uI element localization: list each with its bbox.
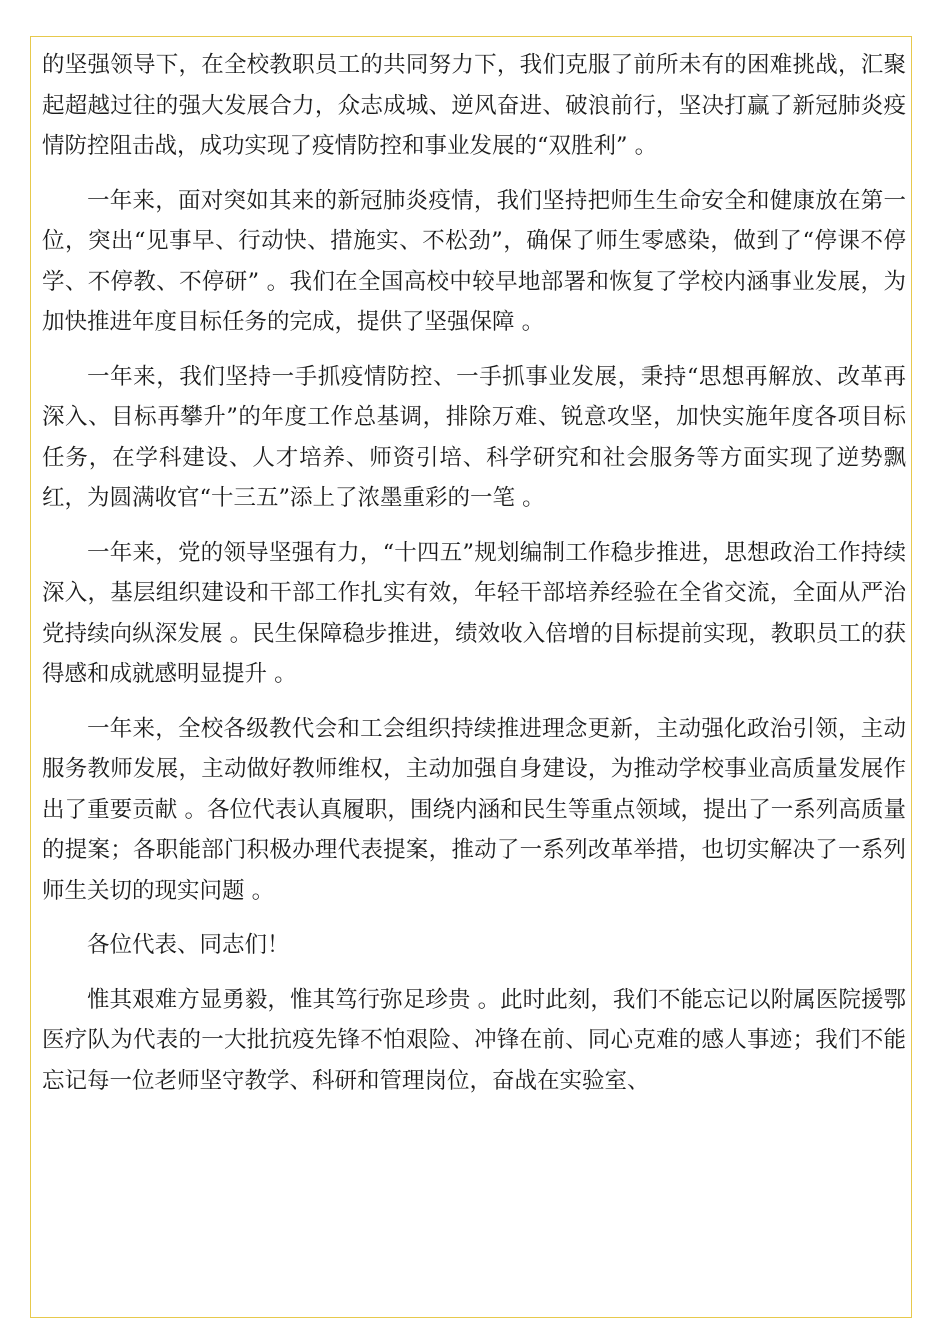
paragraph-6: 各位代表、同志们！ [87, 932, 290, 958]
document-body [42, 45, 906, 1115]
paragraph-2: 一年来，面对突如其来的新冠肺炎疫情，我们坚持把师生生命安全和健康放在第一位，突出“见事早、行动快、措施实、不松劲”，确保了师生零感染，做到了“停课不停学、不停教、不停研” 。我们在全国高校中较早地部署和恢复了学校内涵事业发展，为加快推进年度目标任务的完成，提供了坚强保障 。 [42, 187, 906, 335]
paragraph-5: 一年来，全校各级教代会和工会组织持续推进理念更新，主动强化政治引领，主动服务教师发展，主动做好教师维权，主动加强自身建设，为推动学校事业高质量发展作出了重要贡献 。各位代表认真履职，围绕内涵和民生等重点领域，提出了一系列高质量的提案；各职能部门积极办理代表提案，推动了一系列改革举措，也切实解决了一系列师生关切的现实问题 。 [42, 715, 906, 904]
paragraph-4: 一年来，党的领导坚强有力，“十四五”规划编制工作稳步推进，思想政治工作持续深入，基层组织建设和干部工作扎实有效，年轻干部培养经验在全省交流，全面从严治党持续向纵深发展 。民生保障稳步推进，绩效收入倍增的目标提前实现，教职员工的获得感和成就感明显提升 。 [42, 539, 906, 687]
paragraph-3: 一年来，我们坚持一手抓疫情防控、一手抓事业发展，秉持“思想再解放、改革再深入、目标再攀升”的年度工作总基调，排除万难、锐意攻坚，加快实施年度各项目标任务，在学科建设、人才培养、师资引培、科学研究和社会服务等方面实现了逆势飘红，为圆满收官“十三五”添上了浓墨重彩的一笔 。 [42, 363, 906, 511]
paragraph-1: 的坚强领导下，在全校教职员工的共同努力下，我们克服了前所未有的困难挑战，汇聚起超越过往的强大发展合力，众志成城、逆风奋进、破浪前行，坚决打赢了新冠肺炎疫情防控阻击战，成功实现了疫情防控和事业发展的“双胜利” 。 [42, 52, 906, 159]
paragraph-7: 惟其艰难方显勇毅，惟其笃行弥足珍贵 。此时此刻，我们不能忘记以附属医院援鄂医疗队为代表的一大批抗疫先锋不怕艰险、冲锋在前、同心克难的感人事迹；我们不能忘记每一位老师坚守教学、科研和管理岗位，奋战在实验室、 [42, 986, 906, 1094]
